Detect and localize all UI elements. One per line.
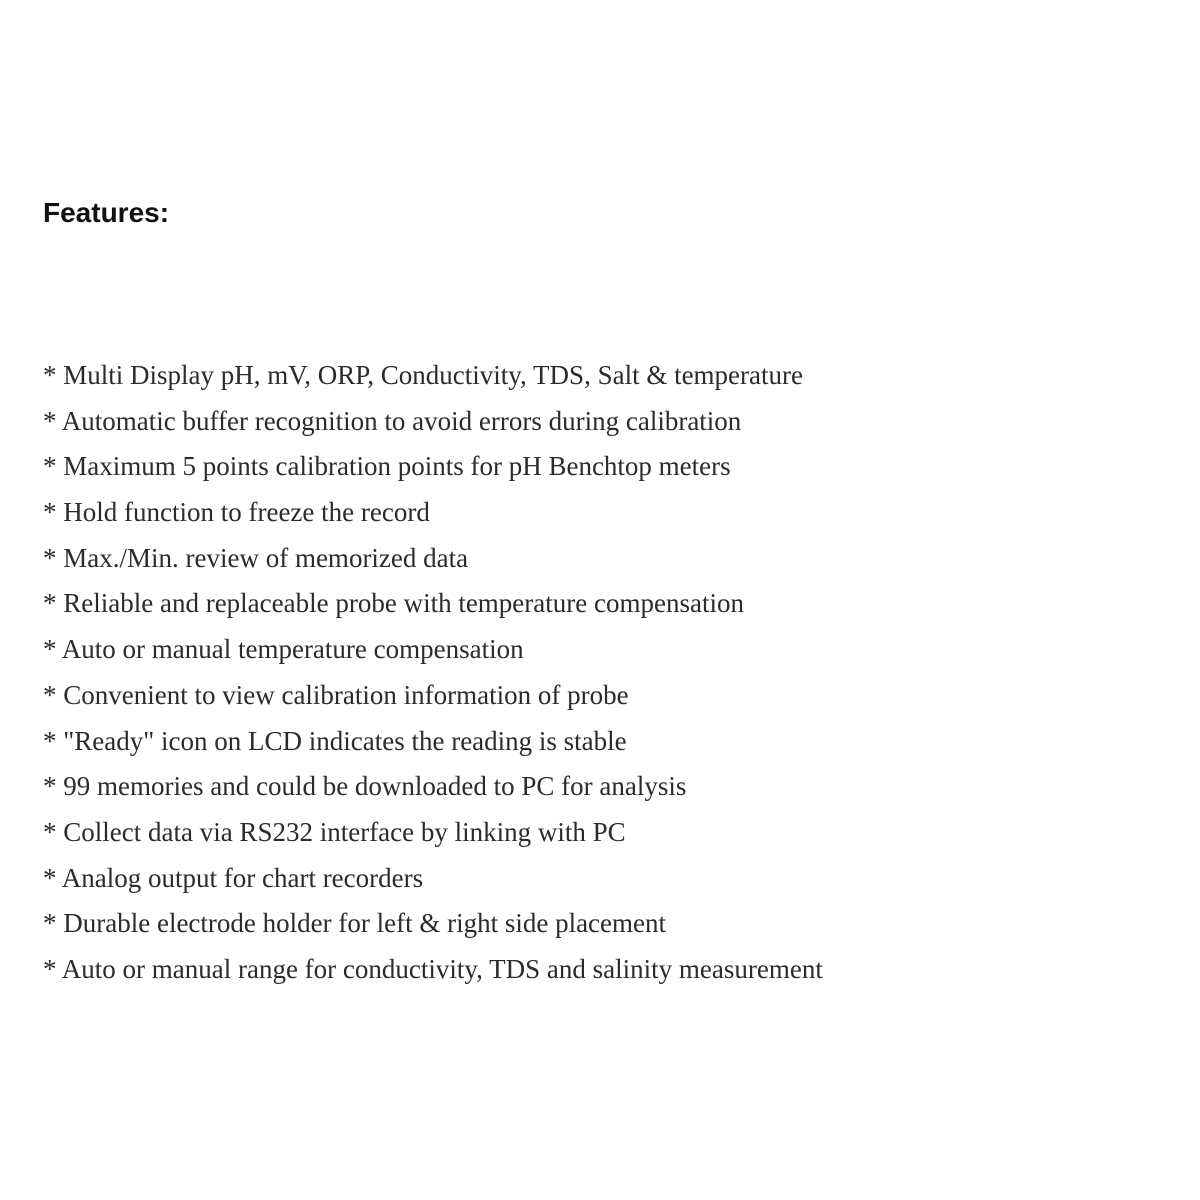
- feature-item: * Collect data via RS232 interface by linking with PC: [43, 816, 626, 847]
- feature-item: * Auto or manual range for conductivity, TDS and salinity measurement: [43, 953, 823, 984]
- features-heading: Features:: [43, 197, 170, 228]
- feature-item: * Analog output for chart recorders: [43, 862, 424, 893]
- feature-item: * 99 memories and could be downloaded to PC for analysis: [43, 771, 687, 802]
- feature-item: * Auto or manual temperature compensation: [43, 634, 524, 665]
- feature-item: * Max./Min. review of memorized data: [43, 542, 469, 573]
- feature-item: * Automatic buffer recognition to avoid errors during calibration: [43, 405, 742, 436]
- feature-item: * Multi Display pH, mV, ORP, Conductivity, TDS, Salt & temperature: [43, 360, 803, 390]
- feature-item: * Maximum 5 points calibration points for pH Benchtop meters: [43, 451, 731, 482]
- feature-list: [43, 353, 823, 993]
- feature-item: * Convenient to view calibration information of probe: [43, 679, 629, 710]
- feature-item: * Hold function to freeze the record: [43, 497, 430, 528]
- feature-item: * Durable electrode holder for left & right side placement: [43, 908, 667, 939]
- feature-item: * "Ready" icon on LCD indicates the reading is stable: [43, 725, 627, 756]
- feature-item: * Reliable and replaceable probe with temperature compensation: [43, 588, 744, 619]
